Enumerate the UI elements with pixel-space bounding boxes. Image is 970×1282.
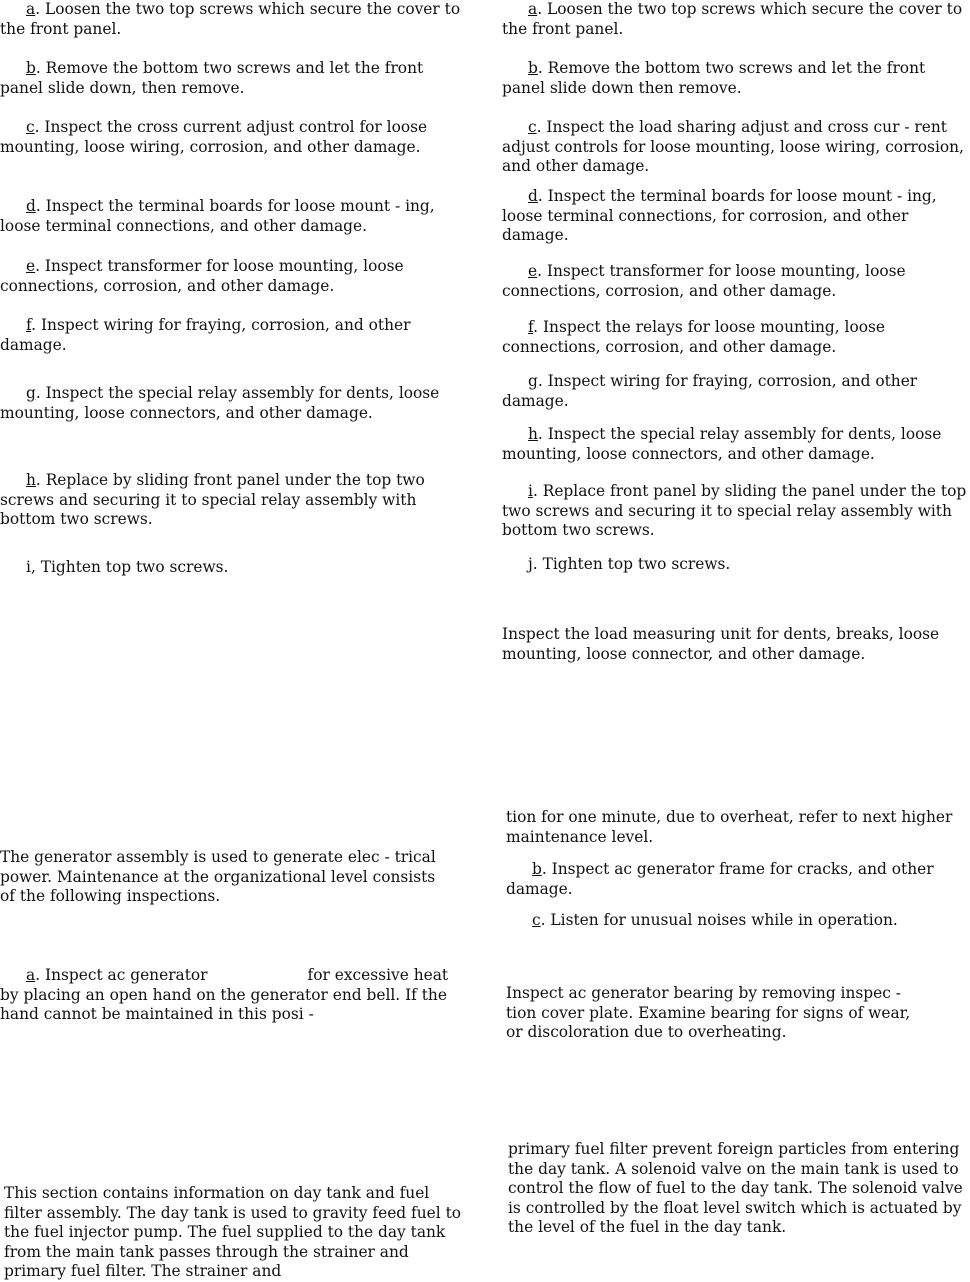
step-text: Inspect the relays for loose mounting, loose connections, corrosion, and other damage. xyxy=(502,318,886,356)
right-step-d: d. Inspect the terminal boards for loose mount - ing, loose terminal connections, for corrosion, and other damage. xyxy=(502,187,937,245)
left-step-g: g. Inspect the special relay assembly for dents, loose mounting, loose connectors, and other damage. xyxy=(0,384,440,422)
step-text: Inspect the special relay assembly for dents, loose mounting, loose connectors, and other damage. xyxy=(502,425,942,463)
left-step-c: c. Inspect the cross current adjust control for loose mounting, loose wiring, corrosion, and other damage. xyxy=(0,118,428,156)
left-step-e: e. Inspect transformer for loose mounting, loose connections, corrosion, and other damage. xyxy=(0,257,404,295)
generator-intro: The generator assembly is used to generate elec - trical power. Maintenance at the organizational level consists of the following inspections. xyxy=(0,848,436,906)
step-text: Inspect the terminal boards for loose mount - ing, loose terminal connections, for corrosion, and other damage. xyxy=(502,187,937,245)
step-text-before: Inspect ac generator xyxy=(40,966,208,984)
step-text: Replace by sliding front panel under the top two screws and securing it to special relay assembly with bottom two screws. xyxy=(0,471,425,529)
right-step-a: a. Loosen the two top screws which secure the cover to the front panel. xyxy=(502,0,963,38)
right-step-c: c. Inspect the load sharing adjust and cross cur - rent adjust controls for loose mounting, loose wiring, corrosion, and other damage. xyxy=(502,118,964,176)
right-step-h: h. Inspect the special relay assembly for dents, loose mounting, loose connectors, and other damage. xyxy=(502,425,942,463)
generator-step-b: b. Inspect ac generator frame for cracks, and other damage. xyxy=(506,860,934,898)
step-letter: f xyxy=(528,318,534,336)
step-letter: d xyxy=(26,197,36,215)
step-letter: a xyxy=(26,966,36,984)
step-text: Listen for unusual noises while in operation. xyxy=(545,911,898,929)
step-text: Tighten top two screws. xyxy=(537,555,731,573)
right-step-e: e. Inspect transformer for loose mounting, loose connections, corrosion, and other damage. xyxy=(502,262,906,300)
right-step-i: i. Replace front panel by sliding the panel under the top two screws and securing it to special relay assembly with bottom two screws. xyxy=(502,482,967,540)
step-letter: h xyxy=(528,425,538,443)
step-letter: b xyxy=(26,59,36,77)
step-letter: c xyxy=(528,118,537,136)
step-letter: i xyxy=(528,482,533,500)
left-step-h: h. Replace by sliding front panel under the top two screws and securing it to special relay assembly with bottom two screws. xyxy=(0,471,425,529)
day-tank-intro: This section contains information on day tank and fuel filter assembly. The day tank is used to gravity feed fuel to the fuel injector pump. The fuel supplied to the day tank from the main tank passes through the strainer and primary fuel filter. The strainer and xyxy=(4,1184,462,1281)
left-step-a: a. Loosen the two top screws which secure the cover to the front panel. xyxy=(0,0,461,38)
step-letter: j xyxy=(528,555,533,573)
step-text: Remove the bottom two screws and let the front panel slide down then remove. xyxy=(502,59,926,97)
day-tank-continued: primary fuel filter prevent foreign particles from entering the day tank. A solenoid valve on the main tank is used to control the flow of fuel to the day tank. The solenoid valve is controlled by the float level switch which is actuated by the level of the fuel in the day tank. xyxy=(508,1140,963,1237)
step-text: Replace front panel by sliding the panel under the top two screws and securing it to special relay assembly with bottom two screws. xyxy=(502,482,967,540)
right-step-j: j. Tighten top two screws. xyxy=(528,555,731,573)
step-text: Inspect transformer for loose mounting, loose connections, corrosion, and other damage. xyxy=(502,262,906,300)
step-letter: h xyxy=(26,471,36,489)
step-text: Loosen the two top screws which secure the cover to the front panel. xyxy=(0,0,461,38)
step-text: Inspect the special relay assembly for dents, loose mounting, loose connectors, and other damage. xyxy=(0,384,440,422)
generator-continued: tion for one minute, due to overheat, refer to next higher maintenance level. xyxy=(506,808,953,846)
step-text: Inspect the terminal boards for loose mount - ing, loose terminal connections, and other damage. xyxy=(0,197,435,235)
right-step-b: b. Remove the bottom two screws and let the front panel slide down then remove. xyxy=(502,59,926,97)
step-letter: c xyxy=(26,118,35,136)
step-text: Inspect ac generator frame for cracks, and other damage. xyxy=(506,860,934,898)
generator-step-a: a. Inspect ac generator for excessive heat by placing an open hand on the generator end bell. If the hand cannot be maintained in this posi - xyxy=(0,966,449,1024)
step-letter: b xyxy=(532,860,542,878)
right-step-f: f. Inspect the relays for loose mounting, loose connections, corrosion, and other damage. xyxy=(502,318,886,356)
step-text: Remove the bottom two screws and let the front panel slide down, then remove. xyxy=(0,59,424,97)
step-letter: a xyxy=(26,0,36,18)
load-unit-text: Inspect the load measuring unit for dents, breaks, loose mounting, loose connector, and other damage. xyxy=(502,625,940,663)
step-text-after: for excessive heat by placing an open hand on the generator end bell. If the hand cannot be maintained in this posi - xyxy=(0,966,449,1024)
step-letter: d xyxy=(528,187,538,205)
right-step-g: g. Inspect wiring for fraying, corrosion, and other damage. xyxy=(502,372,918,410)
bearing-text: Inspect ac generator bearing by removing inspec - tion cover plate. Examine bearing for signs of wear, or discoloration due to overheating. xyxy=(506,984,911,1042)
step-text: Inspect the load sharing adjust and cross cur - rent adjust controls for loose mounting, loose wiring, corrosion, and other damage. xyxy=(502,118,964,176)
step-text: Loosen the two top screws which secure the cover to the front panel. xyxy=(502,0,963,38)
left-step-f: f. Inspect wiring for fraying, corrosion, and other damage. xyxy=(0,316,411,354)
step-letter: f xyxy=(26,316,32,334)
step-text: Inspect the cross current adjust control for loose mounting, loose wiring, corrosion, and other damage. xyxy=(0,118,428,156)
step-text: Inspect wiring for fraying, corrosion, and other damage. xyxy=(0,316,411,354)
step-letter: g xyxy=(26,384,36,402)
step-letter: g xyxy=(528,372,538,390)
step-text: Tighten top two screws. xyxy=(35,558,229,576)
step-letter: b xyxy=(528,59,538,77)
step-letter: e xyxy=(528,262,538,280)
step-letter: a xyxy=(528,0,538,18)
step-letter: c xyxy=(532,911,541,929)
left-step-b: b. Remove the bottom two screws and let the front panel slide down, then remove. xyxy=(0,59,424,97)
left-step-i: i, Tighten top two screws. xyxy=(26,558,229,576)
step-text: Inspect transformer for loose mounting, loose connections, corrosion, and other damage. xyxy=(0,257,404,295)
step-letter: e xyxy=(26,257,36,275)
step-letter: i xyxy=(26,558,31,576)
generator-step-c: c. Listen for unusual noises while in operation. xyxy=(532,911,898,929)
step-text: Inspect wiring for fraying, corrosion, and other damage. xyxy=(502,372,918,410)
left-step-d: d. Inspect the terminal boards for loose mount - ing, loose terminal connections, and other damage. xyxy=(0,197,435,235)
